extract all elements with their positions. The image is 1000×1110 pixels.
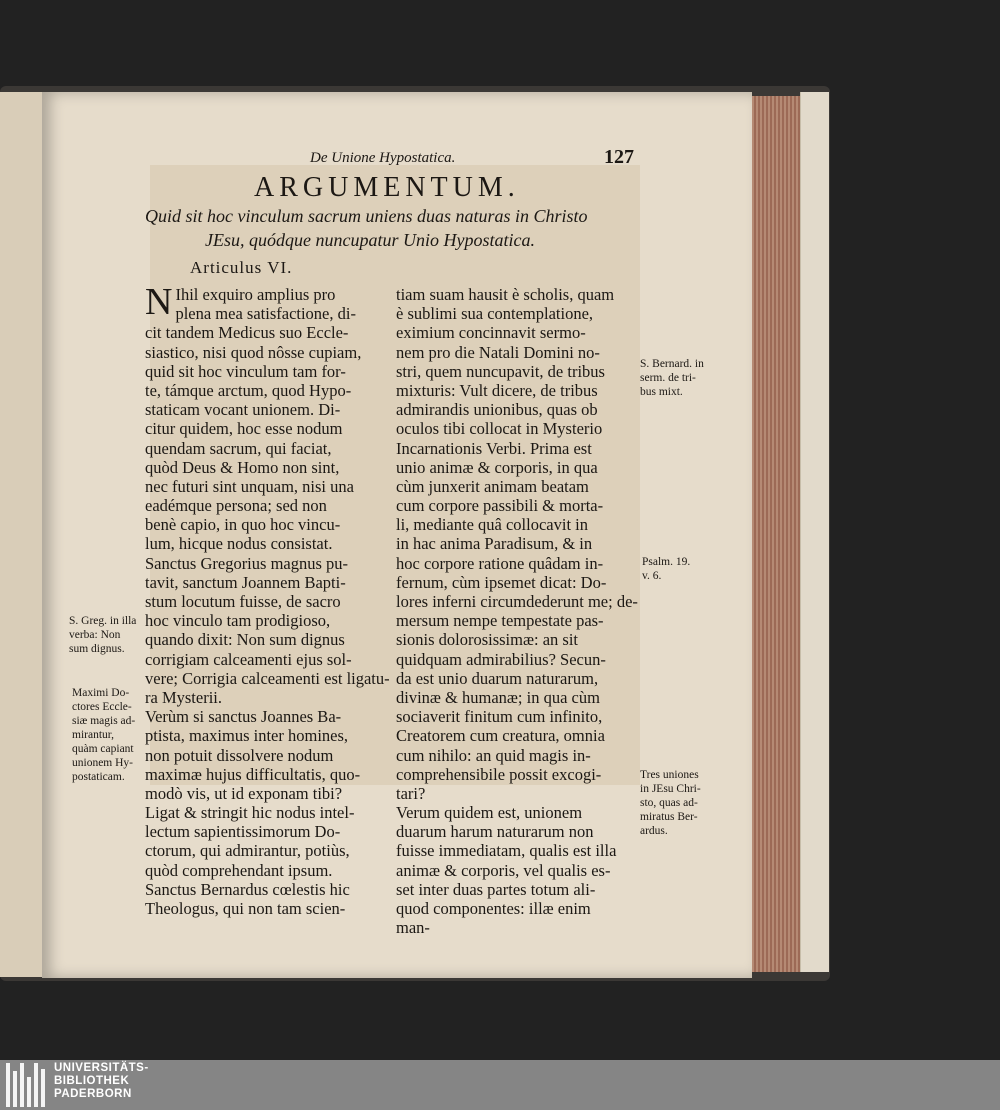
text-line: in hac anima Paradisum, & in	[396, 534, 593, 554]
text-line: Ligat & stringit hic nodus intel-	[145, 803, 355, 823]
text-line: tiam suam hausit è scholis, quam	[396, 285, 615, 304]
page-edges	[752, 96, 807, 972]
text-line: admirandis unionibus, quas ob	[396, 400, 598, 420]
left-text-column	[145, 281, 390, 918]
text-line: fuisse immediatam, qualis est illa	[396, 841, 617, 861]
right-text-column	[396, 285, 641, 937]
text-line: Verùm si sanctus Joannes Ba-	[145, 707, 342, 727]
text-line: comprehensibile possit excogi-	[396, 764, 602, 784]
text-line: duarum harum naturarum non	[396, 822, 594, 842]
logo-line: BIBLIOTHEK	[54, 1075, 130, 1087]
page-number: 127	[604, 146, 634, 168]
text-line: sionis dolorosissimæ: an sit	[396, 630, 578, 650]
margin-note-line: serm. de tri-	[640, 372, 696, 384]
text-line-content: Ihil exquiro amplius pro	[175, 285, 336, 304]
text-line: tavit, sanctum Joannem Bapti-	[145, 572, 346, 592]
text-line: animæ & corporis, vel qualis es-	[396, 860, 611, 880]
text-line: cum corpore passibili & morta-	[396, 496, 604, 516]
text-line: Verum quidem est, unionem	[396, 803, 583, 823]
text-line: benè capio, in quo hoc vincu-	[145, 515, 341, 535]
text-line: divinæ & humanæ; in qua cùm	[396, 687, 600, 707]
text-line: lectum sapientissimorum Do-	[145, 822, 341, 842]
margin-note-doctors	[72, 686, 135, 784]
text-line: quidquam admirabilius? Secun-	[396, 649, 606, 669]
text-line: sociaverit finitum cum infinito,	[396, 707, 603, 727]
text-line: Creatorem cum creatura, omnia	[396, 726, 605, 746]
margin-note-line: in JEsu Chri-	[640, 783, 701, 795]
drop-cap: N	[145, 281, 173, 323]
book-cover	[800, 92, 829, 972]
margin-note-line: Tres uniones	[640, 769, 699, 781]
logo-line: PADERBORN	[54, 1088, 132, 1100]
margin-note-line: mirantur,	[72, 729, 115, 741]
text-line: quando dixit: Non sum dignus	[145, 630, 345, 650]
text-line: Theologus, qui non tam scien-	[145, 899, 346, 918]
text-line: Incarnationis Verbi. Prima est	[396, 438, 592, 458]
text-line: ctorum, qui admirantur, potiùs,	[145, 841, 350, 861]
text-line: tari?	[396, 783, 426, 803]
text-line: lum, hicque nodus consistat.	[145, 534, 333, 554]
text-line: cum nihilo: an quid magis in-	[396, 745, 591, 765]
text-line: vere; Corrigia calceamenti est ligatu-	[145, 668, 390, 688]
margin-note-line: bus mixt.	[640, 386, 683, 398]
margin-note-line: quàm capiant	[72, 743, 134, 755]
text-line: eximium concinnavit sermo-	[396, 323, 586, 343]
text-line: nem pro die Natali Domini no-	[396, 342, 600, 362]
text-line: ptista, maximus inter homines,	[145, 726, 349, 746]
library-logo-text	[54, 1062, 149, 1101]
margin-note-line: ctores Eccle-	[72, 701, 132, 713]
margin-note-bernard	[640, 357, 704, 399]
text-line: maximæ hujus difficultatis, quo-	[145, 764, 361, 784]
chapter-subtitle	[145, 204, 645, 252]
text-line: quòd Deus & Homo non sint,	[145, 457, 340, 477]
margin-note-line: verba: Non	[69, 629, 121, 641]
margin-note-line: v. 6.	[642, 570, 662, 582]
barcode-logo-icon	[6, 1063, 48, 1107]
margin-note-line: ardus.	[640, 825, 668, 837]
text-line: Sanctus Bernardus cœlestis hic	[145, 879, 350, 899]
text-line: man-	[396, 918, 430, 938]
margin-note-line: sum dignus.	[69, 643, 125, 655]
text-line: da est unio duarum naturarum,	[396, 668, 599, 688]
text-line: non potuit dissolvere nodum	[145, 745, 334, 765]
text-line: citur quidem, hoc esse nodum	[145, 419, 343, 439]
subtitle-line: JEsu, quódque nuncupatur Unio Hypostatica.	[205, 230, 535, 250]
text-line: stri, quem nuncupavit, de tribus	[396, 361, 605, 381]
margin-note-line: S. Bernard. in	[640, 358, 704, 370]
text-line: modò vis, ut id exponam tibi?	[145, 783, 343, 803]
text-line: cit tandem Medicus suo Eccle-	[145, 323, 349, 343]
margin-note-line: sto, quas ad-	[640, 797, 698, 809]
text-line: set inter duas partes totum ali-	[396, 879, 596, 899]
text-line: hoc corpore ratione quâdam in-	[396, 553, 604, 573]
left-page-edge	[0, 92, 44, 977]
chapter-title: ARGUMENTUM.	[254, 172, 520, 203]
text-line: oculos tibi collocat in Mysterio	[396, 419, 603, 439]
logo-line: UNIVERSITÄTS-	[54, 1062, 149, 1074]
article-heading: Articulus VI.	[190, 258, 293, 277]
text-line: plena mea satisfactione, di-	[175, 304, 356, 324]
margin-note-line: miratus Ber-	[640, 811, 698, 823]
text-line: mixturis: Vult dicere, de tribus	[396, 380, 598, 400]
text-line: nec futuri sint unquam, nisi una	[145, 476, 354, 496]
text-line: stum locutum fuisse, de sacro	[145, 592, 341, 611]
text-line: quòd comprehendant ipsum.	[145, 860, 333, 880]
margin-note-line: unionem Hy-	[72, 757, 134, 769]
text-line: è sublimi sua contemplatione,	[396, 304, 594, 324]
subtitle-line: Quid sit hoc vinculum sacrum uniens duas naturas in Christo	[145, 206, 588, 226]
text-line: unio animæ & corporis, in qua	[396, 457, 598, 477]
library-footer-bar	[0, 1060, 1000, 1110]
text-line: staticam vocant unionem. Di-	[145, 400, 341, 420]
text-line: corrigiam calceamenti ejus sol-	[145, 649, 352, 669]
text-line: quid sit hoc vinculum tam for-	[145, 361, 346, 381]
running-title: De Unione Hypostatica.	[310, 150, 456, 166]
text-line: quod componentes: illæ enim	[396, 899, 591, 918]
text-line: mersum nempe tempestate pas-	[396, 611, 604, 631]
text-line: te, támque arctum, quod Hypo-	[145, 380, 352, 400]
text-line: cùm junxerit animam beatam	[396, 476, 589, 496]
text-line: quendam sacrum, qui faciat,	[145, 438, 332, 458]
text-line: ra Mysterii.	[145, 687, 222, 707]
text-line: eadémque persona; sed non	[145, 496, 327, 516]
margin-note-line: S. Greg. in illa	[69, 615, 137, 627]
margin-note-line: Psalm. 19.	[642, 556, 691, 568]
margin-note-line: siæ magis ad-	[72, 715, 136, 727]
text-line: fernum, cùm ipsemet dicat: Do-	[396, 572, 607, 592]
margin-note-gregory	[69, 614, 136, 656]
margin-note-psalm	[642, 555, 690, 583]
text-line: siastico, nisi quod nôsse cupiam,	[145, 342, 362, 362]
text-line: lores inferni circumdederunt me; de-	[396, 592, 638, 611]
margin-note-line: Maximi Do-	[72, 687, 130, 699]
text-line: li, mediante quâ collocavit in	[396, 515, 588, 535]
margin-note-unions	[640, 768, 701, 838]
margin-note-line: postaticam.	[72, 771, 125, 783]
text-line: hoc vinculo tam prodigioso,	[145, 611, 331, 631]
text-line: Sanctus Gregorius magnus pu-	[145, 553, 349, 573]
